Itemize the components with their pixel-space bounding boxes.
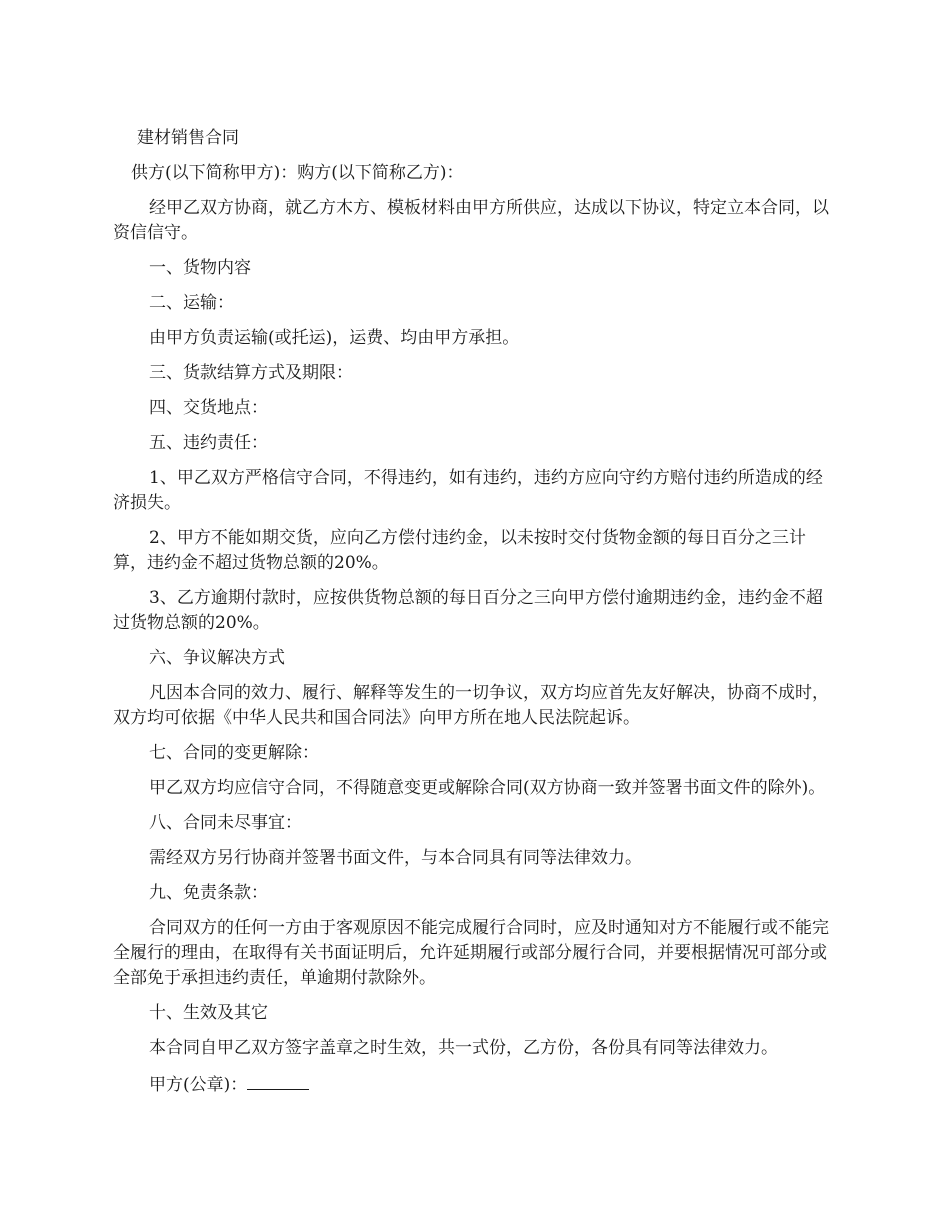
clause-paragraph: 一、货物内容 [149, 258, 251, 278]
signature-blank [247, 1071, 309, 1090]
signature-label: 甲方(公章)： [149, 1075, 248, 1095]
clause-paragraph: 三、货款结算方式及期限： [149, 363, 353, 383]
document-title: 建材销售合同 [137, 128, 239, 148]
clause-paragraph: 凡因本合同的效力、履行、解释等发生的一切争议，双方均应首先友好解决，协商不成时，双方均可依据《中华人民共和国合同法》向甲方所在地人民法院起诉。 [113, 683, 829, 728]
clause-paragraph: 2、甲方不能如期交货，应向乙方偿付违约金，以未按时交付货物金额的每日百分之三计算，违约金不超过货物总额的20%。 [113, 528, 806, 573]
clause-paragraph: 九、免责条款： [149, 883, 268, 903]
clause-paragraph: 本合同自甲乙双方签字盖章之时生效，共一式份，乙方份，各份具有同等法律效力。 [149, 1038, 778, 1058]
clause-list [113, 196, 837, 1061]
clause-paragraph: 二、运输： [149, 293, 234, 313]
clause-paragraph: 1、甲乙双方严格信守合同，不得违约，如有违约，违约方应向守约方赔付违约所造成的经济损失。 [113, 468, 823, 513]
clause-paragraph: 合同双方的任何一方由于客观原因不能完成履行合同时，应及时通知对方不能履行或不能完全履行的理由，在取得有关书面证明后，允许延期履行或部分履行合同，并要根据情况可部分或全部免于承担违约责任，单逾期付款除外。 [113, 918, 829, 988]
parties-line: 供方(以下简称甲方)：购方(以下简称乙方)： [131, 163, 464, 183]
clause-paragraph: 由甲方负责运输(或托运)，运费、均由甲方承担。 [149, 328, 520, 348]
clause-paragraph: 七、合同的变更解除： [149, 743, 319, 763]
clause-paragraph: 3、乙方逾期付款时，应按供货物总额的每日百分之三向甲方偿付逾期违约金，违约金不超过货物总额的20%。 [113, 588, 823, 633]
clause-paragraph: 八、合同未尽事宜： [149, 813, 302, 833]
clause-paragraph: 十、生效及其它 [149, 1003, 268, 1023]
clause-paragraph: 经甲乙双方协商，就乙方木方、模板材料由甲方所供应，达成以下协议，特定立本合同，以资信信守。 [113, 198, 829, 243]
clause-paragraph: 五、违约责任： [149, 433, 268, 453]
document-body [113, 126, 837, 1108]
signature-line [113, 1071, 837, 1098]
clause-paragraph: 甲乙双方均应信守合同，不得随意变更或解除合同(双方协商一致并签署书面文件的除外)。 [149, 778, 826, 798]
clause-paragraph: 六、争议解决方式 [149, 648, 285, 668]
clause-paragraph: 需经双方另行协商并签署书面文件，与本合同具有同等法律效力。 [149, 848, 642, 868]
clause-paragraph: 四、交货地点： [149, 398, 268, 418]
